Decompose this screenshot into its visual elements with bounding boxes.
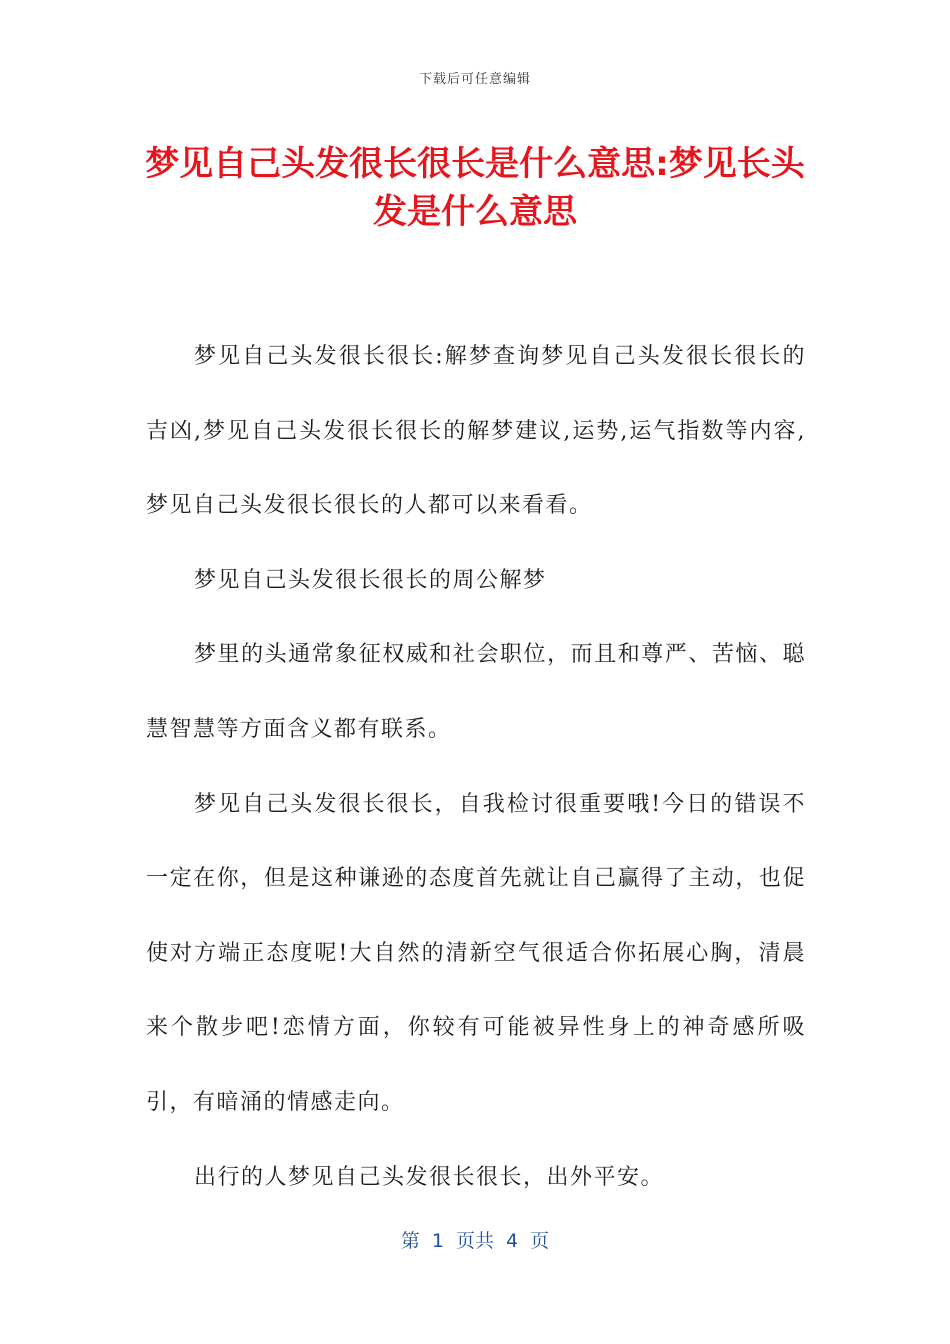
paragraph-symbolism: 梦里的头通常象征权威和社会职位，而且和尊严、苦恼、聪慧智慧等方面含义都有联系。	[146, 642, 806, 742]
paragraph-travel: 出行的人梦见自己头发很长很长，出外平安。	[194, 1164, 665, 1190]
paragraph-subheading: 梦见自己头发很长很长的周公解梦	[194, 567, 547, 593]
document-body	[146, 320, 806, 1215]
document-title: 梦见自己头发很长很长是什么意思:梦见长头发是什么意思	[145, 144, 805, 232]
paragraph-intro: 梦见自己头发很长很长:解梦查询梦见自己头发很长很长的吉凶,梦见自己头发很长很长的解梦建议,运势,运气指数等内容,梦见自己头发很长很长的人都可以来看看。	[146, 344, 806, 519]
page-label-suffix: 页	[530, 1230, 550, 1252]
page-number-footer	[0, 1226, 950, 1253]
current-page-number: 1	[431, 1230, 444, 1252]
page-label-mid: 页共	[455, 1230, 494, 1252]
total-pages-number: 4	[506, 1230, 519, 1252]
page-label-prefix: 第	[400, 1230, 420, 1252]
header-note: 下载后可任意编辑	[418, 72, 531, 87]
paragraph-interpretation: 梦见自己头发很长很长，自我检讨很重要哦!今日的错误不一定在你，但是这种谦逊的态度首先就让自己赢得了主动，也促使对方端正态度呢!大自然的清新空气很适合你拓展心胸，清晨来个散步吧!恋情方面，你较有可能被异性身上的神奇感所吸引，有暗涌的情感走向。	[146, 791, 806, 1115]
